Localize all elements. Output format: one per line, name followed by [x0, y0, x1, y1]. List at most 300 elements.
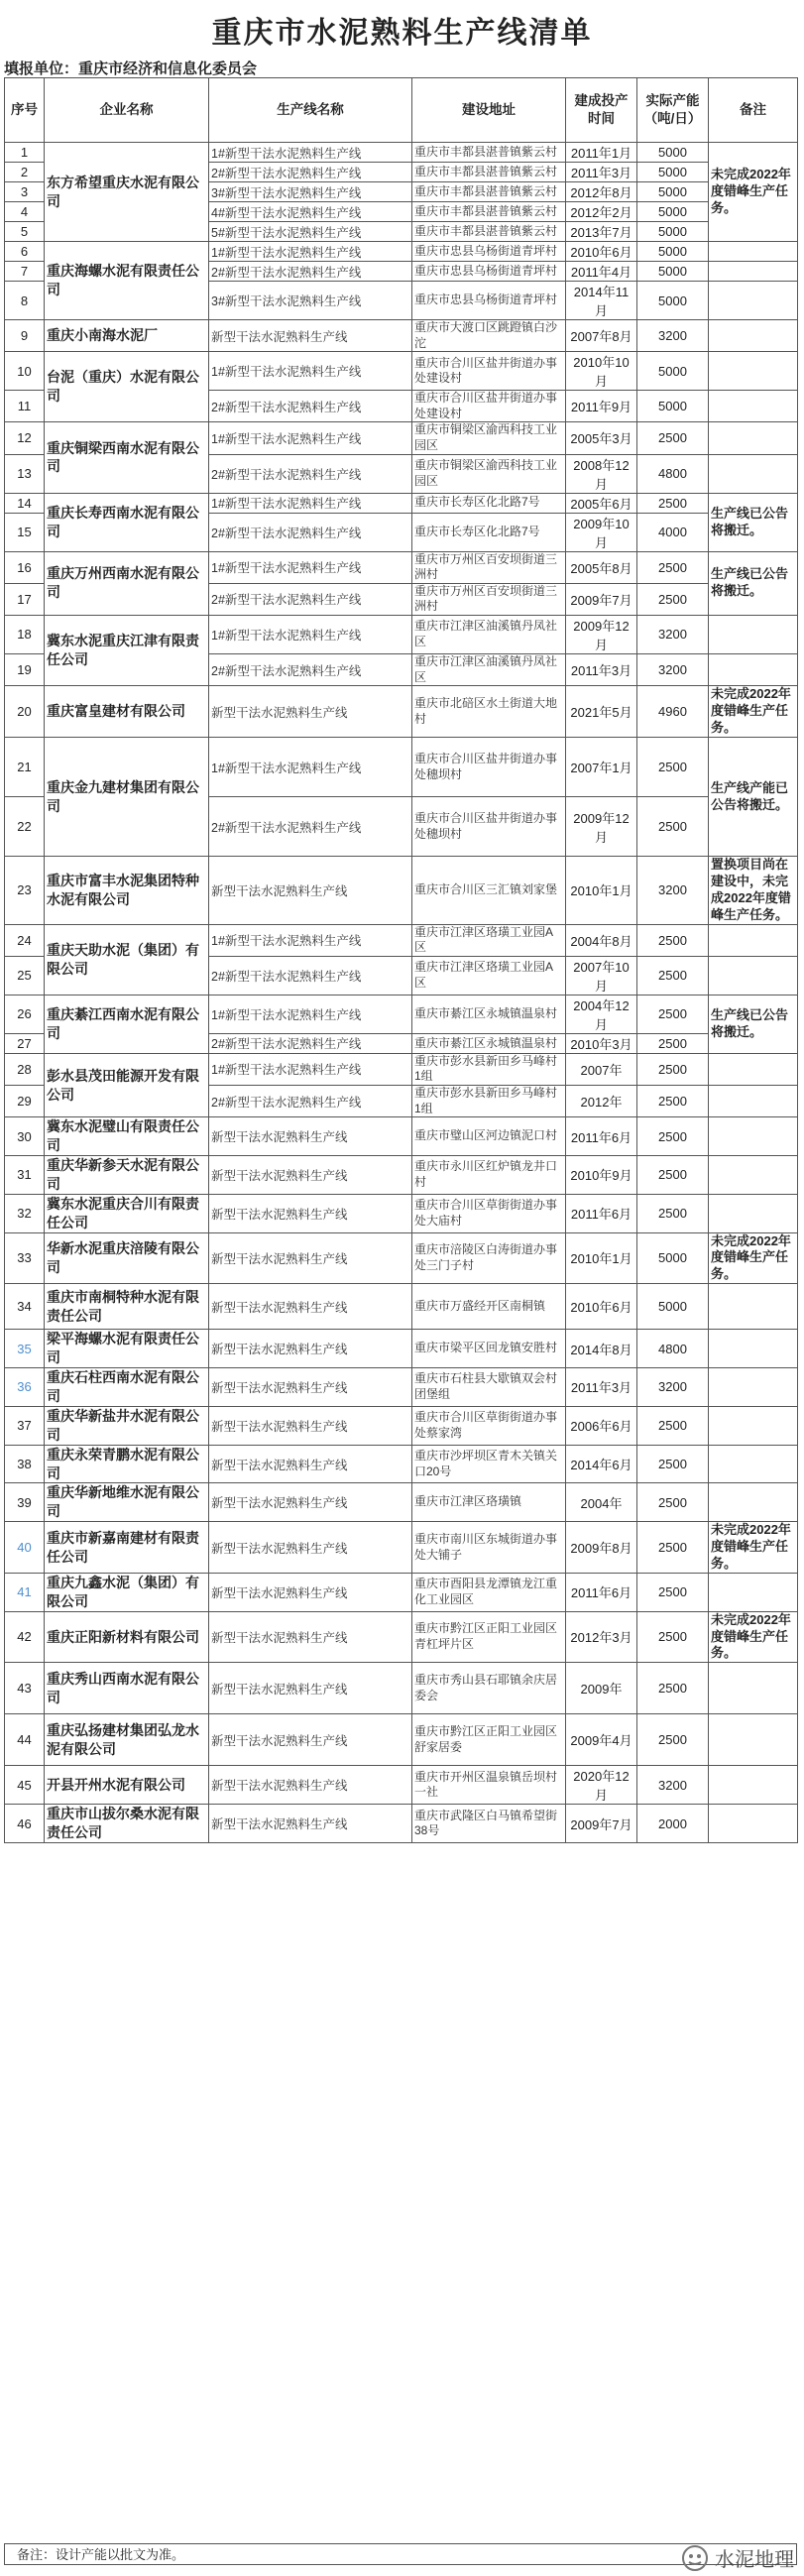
capacity: 5000: [637, 143, 709, 163]
remark: 未完成2022年度错峰生产任务。: [709, 1522, 798, 1574]
capacity: 2500: [637, 1406, 709, 1445]
remark-empty: [709, 1573, 798, 1611]
watermark-text: 水泥地理: [715, 2549, 794, 2571]
capacity: 2500: [637, 1663, 709, 1714]
table-row: [5, 1663, 798, 1714]
capacity: 2500: [637, 1611, 709, 1663]
line-name: 新型干法水泥熟料生产线: [209, 1805, 412, 1843]
capacity: 5000: [637, 262, 709, 282]
table-row: [5, 1805, 798, 1843]
commission-time: 2014年8月: [566, 1330, 637, 1368]
remark: 生产线已公告将搬迁。: [709, 995, 798, 1053]
remark-empty: [709, 391, 798, 422]
line-name: 1#新型干法水泥熟料生产线: [209, 242, 412, 262]
capacity: 2500: [637, 797, 709, 857]
company-name: 重庆石柱西南水泥有限公司: [45, 1368, 209, 1407]
table-row: [5, 995, 798, 1033]
commission-time: 2012年3月: [566, 1611, 637, 1663]
line-name: 2#新型干法水泥熟料生产线: [209, 653, 412, 685]
build-address: 重庆市黔江区正阳工业园区青杠坪片区: [412, 1611, 566, 1663]
commission-time: 2009年8月: [566, 1522, 637, 1574]
commission-time: 2011年3月: [566, 653, 637, 685]
build-address: 重庆市江津区油溪镇丹凤社区: [412, 615, 566, 653]
capacity: 2500: [637, 1573, 709, 1611]
row-seq: 14: [5, 493, 45, 513]
company-name: 重庆华新盐井水泥有限公司: [45, 1406, 209, 1445]
commission-time: 2011年6月: [566, 1117, 637, 1156]
line-name: 新型干法水泥熟料生产线: [209, 1663, 412, 1714]
header-address: 建设地址: [412, 78, 566, 143]
commission-time: 2010年6月: [566, 1284, 637, 1330]
commission-time: 2011年6月: [566, 1573, 637, 1611]
company-name: 重庆正阳新材料有限公司: [45, 1611, 209, 1663]
build-address: 重庆市沙坪坝区青木关镇关口20号: [412, 1445, 566, 1483]
row-seq: 3: [5, 182, 45, 202]
remark-empty: [709, 242, 798, 262]
company-name: 重庆綦江西南水泥有限公司: [45, 995, 209, 1053]
remark-empty: [709, 956, 798, 995]
row-seq: 44: [5, 1714, 45, 1766]
build-address: 重庆市万盛经开区南桐镇: [412, 1284, 566, 1330]
build-address: 重庆市秀山县石耶镇余庆居委会: [412, 1663, 566, 1714]
line-name: 新型干法水泥熟料生产线: [209, 1232, 412, 1284]
commission-time: 2012年2月: [566, 202, 637, 222]
row-seq: 32: [5, 1194, 45, 1232]
remark-empty: [709, 1663, 798, 1714]
line-name: 新型干法水泥熟料生产线: [209, 1194, 412, 1232]
table-row: [5, 1117, 798, 1156]
commission-time: 2014年6月: [566, 1445, 637, 1483]
line-name: 新型干法水泥熟料生产线: [209, 1330, 412, 1368]
line-name: 新型干法水泥熟料生产线: [209, 1522, 412, 1574]
header-line: 生产线名称: [209, 78, 412, 143]
remark-empty: [709, 1330, 798, 1368]
build-address: 重庆市江津区油溪镇丹凤社区: [412, 653, 566, 685]
row-seq: 2: [5, 163, 45, 182]
line-name: 新型干法水泥熟料生产线: [209, 1284, 412, 1330]
remark-empty: [709, 1805, 798, 1843]
commission-time: 2010年1月: [566, 1232, 637, 1284]
line-name: 2#新型干法水泥熟料生产线: [209, 956, 412, 995]
remark: 置换项目尚在建设中，未完成2022年度错峰生产任务。: [709, 857, 798, 925]
company-name: 冀东水泥重庆合川有限责任公司: [45, 1194, 209, 1232]
line-name: 2#新型干法水泥熟料生产线: [209, 391, 412, 422]
line-name: 1#新型干法水泥熟料生产线: [209, 422, 412, 454]
build-address: 重庆市合川区盐井街道办事处穗坝村: [412, 738, 566, 797]
capacity: 2500: [637, 956, 709, 995]
remark-empty: [709, 320, 798, 352]
build-address: 重庆市丰都县湛普镇紫云村: [412, 163, 566, 182]
row-seq: 25: [5, 956, 45, 995]
row-seq: 39: [5, 1483, 45, 1522]
company-name: 台泥（重庆）水泥有限公司: [45, 352, 209, 422]
remark-empty: [709, 1766, 798, 1805]
capacity: 5000: [637, 1232, 709, 1284]
table-row: [5, 924, 798, 956]
row-seq: 35: [5, 1330, 45, 1368]
remark-empty: [709, 1156, 798, 1195]
build-address: 重庆市綦江区永城镇温泉村: [412, 995, 566, 1033]
row-seq: 43: [5, 1663, 45, 1714]
capacity: 3200: [637, 1368, 709, 1407]
build-address: 重庆市江津区珞璜工业园A区: [412, 956, 566, 995]
build-address: 重庆市武隆区白马镇希望街38号: [412, 1805, 566, 1843]
commission-time: 2009年10月: [566, 513, 637, 551]
table-row: [5, 1330, 798, 1368]
row-seq: 26: [5, 995, 45, 1033]
commission-time: 2012年8月: [566, 182, 637, 202]
build-address: 重庆市合川区草街街道办事处大庙村: [412, 1194, 566, 1232]
build-address: 重庆市长寿区化北路7号: [412, 493, 566, 513]
line-name: 2#新型干法水泥熟料生产线: [209, 797, 412, 857]
build-address: 重庆市万州区百安坝街道三洲村: [412, 551, 566, 583]
line-name: 新型干法水泥熟料生产线: [209, 320, 412, 352]
line-name: 新型干法水泥熟料生产线: [209, 1611, 412, 1663]
row-seq: 41: [5, 1573, 45, 1611]
build-address: 重庆市丰都县湛普镇紫云村: [412, 202, 566, 222]
line-name: 新型干法水泥熟料生产线: [209, 1117, 412, 1156]
commission-time: 2009年12月: [566, 797, 637, 857]
row-seq: 33: [5, 1232, 45, 1284]
company-name: 重庆铜梁西南水泥有限公司: [45, 422, 209, 493]
company-name: 华新水泥重庆涪陵有限公司: [45, 1232, 209, 1284]
commission-time: 2004年12月: [566, 995, 637, 1033]
build-address: 重庆市忠县乌杨街道青坪村: [412, 242, 566, 262]
company-name: 冀东水泥重庆江津有限责任公司: [45, 615, 209, 685]
table-row: [5, 1522, 798, 1574]
capacity: 5000: [637, 163, 709, 182]
line-name: 2#新型干法水泥熟料生产线: [209, 163, 412, 182]
build-address: 重庆市綦江区永城镇温泉村: [412, 1033, 566, 1053]
capacity: 3200: [637, 1766, 709, 1805]
company-name: 重庆弘扬建材集团弘龙水泥有限公司: [45, 1714, 209, 1766]
line-name: 1#新型干法水泥熟料生产线: [209, 493, 412, 513]
company-name: 重庆天助水泥（集团）有限公司: [45, 924, 209, 995]
build-address: 重庆市铜梁区渝西科技工业园区: [412, 422, 566, 454]
table-row: [5, 1156, 798, 1195]
commission-time: 2014年11月: [566, 282, 637, 320]
company-name: 重庆九鑫水泥（集团）有限公司: [45, 1573, 209, 1611]
line-name: 2#新型干法水泥熟料生产线: [209, 513, 412, 551]
build-address: 重庆市涪陵区白涛街道办事处三门子村: [412, 1232, 566, 1284]
capacity: 2500: [637, 1053, 709, 1085]
remark-empty: [709, 1284, 798, 1330]
line-name: 1#新型干法水泥熟料生产线: [209, 1053, 412, 1085]
capacity: 5000: [637, 1284, 709, 1330]
commission-time: 2004年: [566, 1483, 637, 1522]
company-name: 重庆永荣青鹏水泥有限公司: [45, 1445, 209, 1483]
table-row: [5, 1573, 798, 1611]
header-capacity: 实际产能 （吨/日）: [637, 78, 709, 143]
capacity: 4000: [637, 513, 709, 551]
remark-empty: [709, 1117, 798, 1156]
table-row: [5, 551, 798, 583]
build-address: 重庆市酉阳县龙潭镇龙江重化工业园区: [412, 1573, 566, 1611]
build-address: 重庆市丰都县湛普镇紫云村: [412, 143, 566, 163]
remark-empty: [709, 1368, 798, 1407]
build-address: 重庆市开州区温泉镇岳坝村一社: [412, 1766, 566, 1805]
commission-time: 2009年4月: [566, 1714, 637, 1766]
row-seq: 16: [5, 551, 45, 583]
capacity: 5000: [637, 202, 709, 222]
line-name: 2#新型干法水泥熟料生产线: [209, 583, 412, 615]
build-address: 重庆市忠县乌杨街道青坪村: [412, 282, 566, 320]
reporting-unit: 填报单位：重庆市经济和信息化委员会: [4, 60, 258, 77]
build-address: 重庆市北碚区水土街道大地村: [412, 686, 566, 738]
row-seq: 24: [5, 924, 45, 956]
remark-empty: [709, 352, 798, 391]
line-name: 1#新型干法水泥熟料生产线: [209, 738, 412, 797]
wechat-icon: [681, 2544, 709, 2572]
build-address: 重庆市忠县乌杨街道青坪村: [412, 262, 566, 282]
capacity: 2500: [637, 995, 709, 1033]
company-name: 重庆长寿西南水泥有限公司: [45, 493, 209, 551]
remark-empty: [709, 1445, 798, 1483]
capacity: 2500: [637, 1714, 709, 1766]
remark-empty: [709, 1086, 798, 1117]
row-seq: 21: [5, 738, 45, 797]
commission-time: 2010年1月: [566, 857, 637, 925]
remark-empty: [709, 1194, 798, 1232]
row-seq: 12: [5, 422, 45, 454]
row-seq: 38: [5, 1445, 45, 1483]
line-name: 1#新型干法水泥熟料生产线: [209, 352, 412, 391]
table-row: [5, 1232, 798, 1284]
table-row: [5, 143, 798, 163]
line-name: 新型干法水泥熟料生产线: [209, 1714, 412, 1766]
remark: 未完成2022年度错峰生产任务。: [709, 1232, 798, 1284]
remark-empty: [709, 1714, 798, 1766]
row-seq: 28: [5, 1053, 45, 1085]
row-seq: 20: [5, 686, 45, 738]
row-seq: 15: [5, 513, 45, 551]
row-seq: 4: [5, 202, 45, 222]
capacity: 5000: [637, 352, 709, 391]
commission-time: 2013年7月: [566, 222, 637, 242]
table-row: [5, 738, 798, 797]
line-name: 3#新型干法水泥熟料生产线: [209, 182, 412, 202]
capacity: 2500: [637, 924, 709, 956]
page-title: 重庆市水泥熟料生产线清单: [211, 17, 593, 50]
capacity: 5000: [637, 182, 709, 202]
commission-time: 2012年: [566, 1086, 637, 1117]
remark-empty: [709, 262, 798, 282]
capacity: 2500: [637, 1483, 709, 1522]
remark: 未完成2022年度错峰生产任务。: [709, 686, 798, 738]
line-name: 2#新型干法水泥熟料生产线: [209, 1033, 412, 1053]
table-row: [5, 320, 798, 352]
row-seq: 22: [5, 797, 45, 857]
commission-time: 2009年12月: [566, 615, 637, 653]
build-address: 重庆市万州区百安坝街道三洲村: [412, 583, 566, 615]
company-name: 重庆富皇建材有限公司: [45, 686, 209, 738]
commission-time: 2011年3月: [566, 163, 637, 182]
build-address: 重庆市丰都县湛普镇紫云村: [412, 222, 566, 242]
capacity: 5000: [637, 222, 709, 242]
remark-empty: [709, 653, 798, 685]
watermark: [681, 2543, 794, 2572]
line-name: 2#新型干法水泥熟料生产线: [209, 262, 412, 282]
line-name: 4#新型干法水泥熟料生产线: [209, 202, 412, 222]
line-name: 新型干法水泥熟料生产线: [209, 1406, 412, 1445]
line-name: 1#新型干法水泥熟料生产线: [209, 924, 412, 956]
build-address: 重庆市铜梁区渝西科技工业园区: [412, 454, 566, 493]
row-seq: 18: [5, 615, 45, 653]
commission-time: 2009年: [566, 1663, 637, 1714]
capacity: 4800: [637, 454, 709, 493]
remark-empty: [709, 1053, 798, 1085]
commission-time: 2006年6月: [566, 1406, 637, 1445]
company-name: 重庆华新参天水泥有限公司: [45, 1156, 209, 1195]
company-name: 重庆金九建材集团有限公司: [45, 738, 209, 857]
company-name: 重庆市南桐特种水泥有限责任公司: [45, 1284, 209, 1330]
row-seq: 37: [5, 1406, 45, 1445]
capacity: 5000: [637, 242, 709, 262]
capacity: 2000: [637, 1805, 709, 1843]
company-name: 冀东水泥璧山有限责任公司: [45, 1117, 209, 1156]
capacity: 3200: [637, 857, 709, 925]
row-seq: 13: [5, 454, 45, 493]
build-address: 重庆市永川区红炉镇龙井口村: [412, 1156, 566, 1195]
line-name: 1#新型干法水泥熟料生产线: [209, 615, 412, 653]
cement-line-table: [4, 77, 798, 1843]
build-address: 重庆市大渡口区跳蹬镇白沙沱: [412, 320, 566, 352]
capacity: 2500: [637, 1117, 709, 1156]
build-address: 重庆市彭水县新田乡马峰村1组: [412, 1086, 566, 1117]
build-address: 重庆市合川区三汇镇刘家堡: [412, 857, 566, 925]
remark-empty: [709, 924, 798, 956]
build-address: 重庆市璧山区河边镇泥口村: [412, 1117, 566, 1156]
line-name: 5#新型干法水泥熟料生产线: [209, 222, 412, 242]
commission-time: 2007年8月: [566, 320, 637, 352]
capacity: 2500: [637, 1033, 709, 1053]
header-seq: 序号: [5, 78, 45, 143]
capacity: 2500: [637, 583, 709, 615]
row-seq: 23: [5, 857, 45, 925]
row-seq: 42: [5, 1611, 45, 1663]
table-row: [5, 1445, 798, 1483]
table-footnote: 备注：设计产能以批文为准。: [4, 2543, 797, 2565]
commission-time: 2010年3月: [566, 1033, 637, 1053]
row-seq: 17: [5, 583, 45, 615]
commission-time: 2004年8月: [566, 924, 637, 956]
company-name: 重庆市山拔尔桑水泥有限责任公司: [45, 1805, 209, 1843]
commission-time: 2011年1月: [566, 143, 637, 163]
table-row: [5, 1714, 798, 1766]
build-address: 重庆市长寿区化北路7号: [412, 513, 566, 551]
line-name: 新型干法水泥熟料生产线: [209, 1156, 412, 1195]
capacity: 3200: [637, 320, 709, 352]
table-row: [5, 493, 798, 513]
build-address: 重庆市梁平区回龙镇安胜村: [412, 1330, 566, 1368]
row-seq: 7: [5, 262, 45, 282]
line-name: 新型干法水泥熟料生产线: [209, 1445, 412, 1483]
row-seq: 8: [5, 282, 45, 320]
remark-empty: [709, 1483, 798, 1522]
table-header-row: [5, 78, 798, 143]
row-seq: 46: [5, 1805, 45, 1843]
commission-time: 2010年6月: [566, 242, 637, 262]
capacity: 2500: [637, 1445, 709, 1483]
line-name: 1#新型干法水泥熟料生产线: [209, 143, 412, 163]
commission-time: 2007年10月: [566, 956, 637, 995]
line-name: 1#新型干法水泥熟料生产线: [209, 551, 412, 583]
header-company: 企业名称: [45, 78, 209, 143]
table-row: [5, 857, 798, 925]
line-name: 3#新型干法水泥熟料生产线: [209, 282, 412, 320]
commission-time: 2005年6月: [566, 493, 637, 513]
line-name: 新型干法水泥熟料生产线: [209, 686, 412, 738]
capacity: 3200: [637, 653, 709, 685]
line-name: 2#新型干法水泥熟料生产线: [209, 1086, 412, 1117]
row-seq: 36: [5, 1368, 45, 1407]
row-seq: 27: [5, 1033, 45, 1053]
row-seq: 9: [5, 320, 45, 352]
row-seq: 1: [5, 143, 45, 163]
line-name: 新型干法水泥熟料生产线: [209, 1573, 412, 1611]
row-seq: 40: [5, 1522, 45, 1574]
capacity: 4800: [637, 1330, 709, 1368]
commission-time: 2008年12月: [566, 454, 637, 493]
table-row: [5, 615, 798, 653]
row-seq: 10: [5, 352, 45, 391]
commission-time: 2010年9月: [566, 1156, 637, 1195]
capacity: 3200: [637, 615, 709, 653]
capacity: 2500: [637, 1086, 709, 1117]
company-name: 梁平海螺水泥有限责任公司: [45, 1330, 209, 1368]
build-address: 重庆市石柱县大歇镇双会村团堡组: [412, 1368, 566, 1407]
commission-time: 2020年12月: [566, 1766, 637, 1805]
capacity: 5000: [637, 391, 709, 422]
row-seq: 6: [5, 242, 45, 262]
remark-empty: [709, 1406, 798, 1445]
table-row: [5, 352, 798, 391]
remark: 生产线已公告将搬迁。: [709, 493, 798, 551]
table-row: [5, 1611, 798, 1663]
build-address: 重庆市江津区珞璜工业园A区: [412, 924, 566, 956]
line-name: 新型干法水泥熟料生产线: [209, 1766, 412, 1805]
remark: 未完成2022年度错峰生产任务。: [709, 1611, 798, 1663]
table-row: [5, 1406, 798, 1445]
table-row: [5, 1483, 798, 1522]
build-address: 重庆市黔江区正阳工业园区舒家居委: [412, 1714, 566, 1766]
table-row: [5, 1368, 798, 1407]
commission-time: 2010年10月: [566, 352, 637, 391]
row-seq: 30: [5, 1117, 45, 1156]
table-row: [5, 1053, 798, 1085]
capacity: 2500: [637, 422, 709, 454]
commission-time: 2005年8月: [566, 551, 637, 583]
remark-empty: [709, 454, 798, 493]
commission-time: 2011年3月: [566, 1368, 637, 1407]
commission-time: 2011年9月: [566, 391, 637, 422]
capacity: 2500: [637, 493, 709, 513]
company-name: 重庆小南海水泥厂: [45, 320, 209, 352]
build-address: 重庆市合川区盐井街道办事处建设村: [412, 352, 566, 391]
row-seq: 5: [5, 222, 45, 242]
build-address: 重庆市合川区草街街道办事处蔡家湾: [412, 1406, 566, 1445]
header-note: 备注: [709, 78, 798, 143]
table-row: [5, 242, 798, 262]
build-address: 重庆市南川区东城街道办事处大铺子: [412, 1522, 566, 1574]
row-seq: 29: [5, 1086, 45, 1117]
commission-time: 2005年3月: [566, 422, 637, 454]
row-seq: 31: [5, 1156, 45, 1195]
company-name: 彭水县茂田能源开发有限公司: [45, 1053, 209, 1116]
commission-time: 2009年7月: [566, 1805, 637, 1843]
company-name: 重庆市新嘉南建材有限责任公司: [45, 1522, 209, 1574]
commission-time: 2007年: [566, 1053, 637, 1085]
